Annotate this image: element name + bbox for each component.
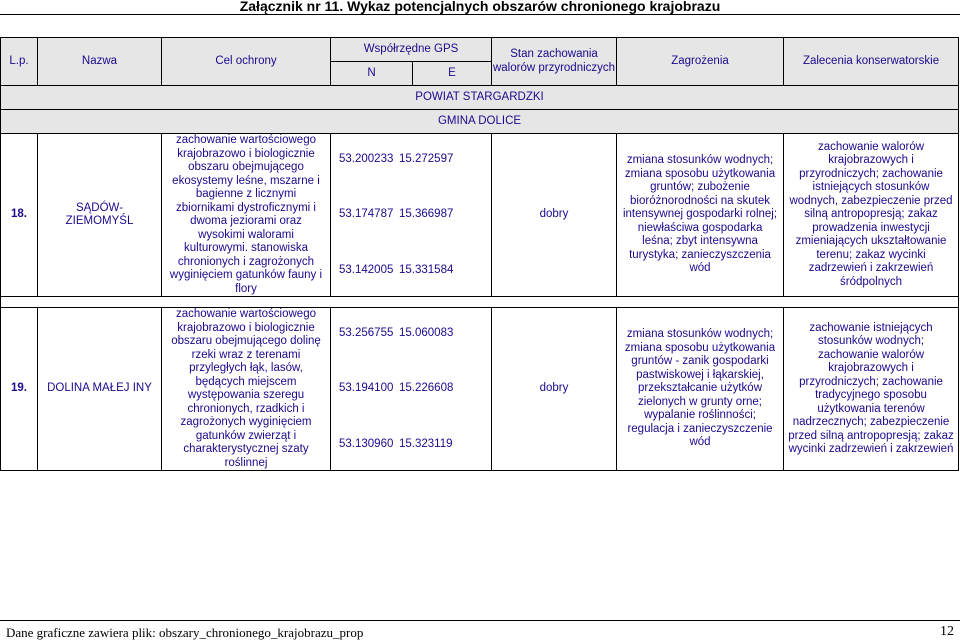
- coord-n: 53.200233: [339, 152, 394, 165]
- table-row: [1, 308, 959, 471]
- row-cel: zachowanie wartościowego krajobrazowo i biologicznie obszaru obejmującego dolinę rzeki wraz z terenami przyległych łąk, lasów, będących miejscem występowania szeregu chronionych, rzadkich i zagrożonych wyginięciem gatunków zwierząt i charakterystycznej szaty roślinnej: [162, 308, 331, 471]
- header-zagrozenia: Zagrożenia: [617, 38, 784, 86]
- header-stan: Stan zachowania walorów przyrodniczych: [492, 38, 617, 86]
- gmina-band: GMINA DOLICE: [1, 110, 959, 134]
- row-coords: [331, 134, 492, 297]
- header-zalecenia: Zalecenia konserwatorskie: [784, 38, 959, 86]
- table-row: [1, 134, 959, 297]
- coord-n: 53.194100: [339, 382, 394, 395]
- header-cel: Cel ochrony: [162, 38, 331, 86]
- document-title: Załącznik nr 11. Wykaz potencjalnych obszarów chronionego krajobrazu: [239, 0, 721, 14]
- title-underline: [0, 14, 960, 15]
- row-stan: dobry: [492, 134, 617, 297]
- coord-e: 15.060083: [399, 326, 454, 339]
- page-footer: [0, 620, 960, 642]
- coord-e: 15.323119: [399, 437, 453, 450]
- coord-e: 15.366987: [399, 208, 454, 221]
- row-coords: [331, 308, 492, 471]
- row-lp: 18.: [1, 134, 38, 297]
- coord-n: 53.142005: [339, 263, 394, 276]
- row-zagrozenia: zmiana stosunków wodnych; zmiana sposobu użytkowania gruntów - zanik gospodarki pastwiskowej i łąkarskiej, przekształcanie użytków zielonych w grunty orne; wypalanie roślinności; regulacja i zanieczyszczenie wód: [617, 308, 784, 471]
- row-zagrozenia: zmiana stosunków wodnych; zmiana sposobu użytkowania gruntów; zubożenie bioróżnorodności na skutek intensywnej gospodarki rolnej; niewłaściwa gospodarka leśna; zbyt intensywna turystyka; zanieczyszczenia wód: [617, 134, 784, 297]
- coord-n: 53.174787: [339, 208, 394, 221]
- row-stan: dobry: [492, 308, 617, 471]
- header-lp: L.p.: [1, 38, 38, 86]
- row-nazwa: DOLINA MAŁEJ INY: [38, 308, 162, 471]
- row-cel: zachowanie wartościowego krajobrazowo i biologicznie obszaru obejmującego ekosystemy leśne, mszarne i bagienne z licznymi zbiornikami dystroficznymi i dwoma jeziorami oraz wysokimi walorami kulturowymi. stanowiska chronionych i zagrożonych wyginięciem gatunków fauny i flory: [162, 134, 331, 297]
- row-zalecenia: zachowanie walorów krajobrazowych i przyrodniczych; zachowanie istniejących stosunków wodnych, zabezpieczenie przed silną antropopresją; zakaz prowadzenia inwestycji zmieniających ukształtowanie terenu; zakaz wycinki zadrzewień i zakrzewień śródpolnych: [784, 134, 959, 297]
- footer-source: Dane graficzne zawiera plik: obszary_chronionego_krajobrazu_prop: [6, 625, 364, 640]
- header-nazwa: Nazwa: [38, 38, 162, 86]
- row-zalecenia: zachowanie istniejących stosunków wodnych; zachowanie walorów krajobrazowych i przyrodniczych; zachowanie tradycyjnego sposobu użytkowania terenów nadrzecznych; zabezpieczenie przed silną antropopresją; zakaz wycinki zadrzewień i zakrzewień: [784, 308, 959, 471]
- coord-e: 15.226608: [399, 382, 454, 395]
- powiat-band: POWIAT STARGARDZKI: [1, 86, 959, 110]
- row-lp: 19.: [1, 308, 38, 471]
- page-number: 12: [940, 624, 954, 639]
- coord-n: 53.130960: [339, 437, 394, 450]
- header-gps: Współrzędne GPS: [331, 38, 492, 62]
- row-spacer: [1, 297, 959, 308]
- header-e: E: [413, 62, 492, 86]
- coord-n: 53.256755: [339, 326, 394, 339]
- row-nazwa: SĄDÓW-ZIEMOMYŚL: [38, 134, 162, 297]
- coord-e: 15.272597: [399, 152, 454, 165]
- coord-e: 15.331584: [399, 263, 454, 276]
- protected-areas-table: [0, 37, 959, 471]
- header-n: N: [331, 62, 413, 86]
